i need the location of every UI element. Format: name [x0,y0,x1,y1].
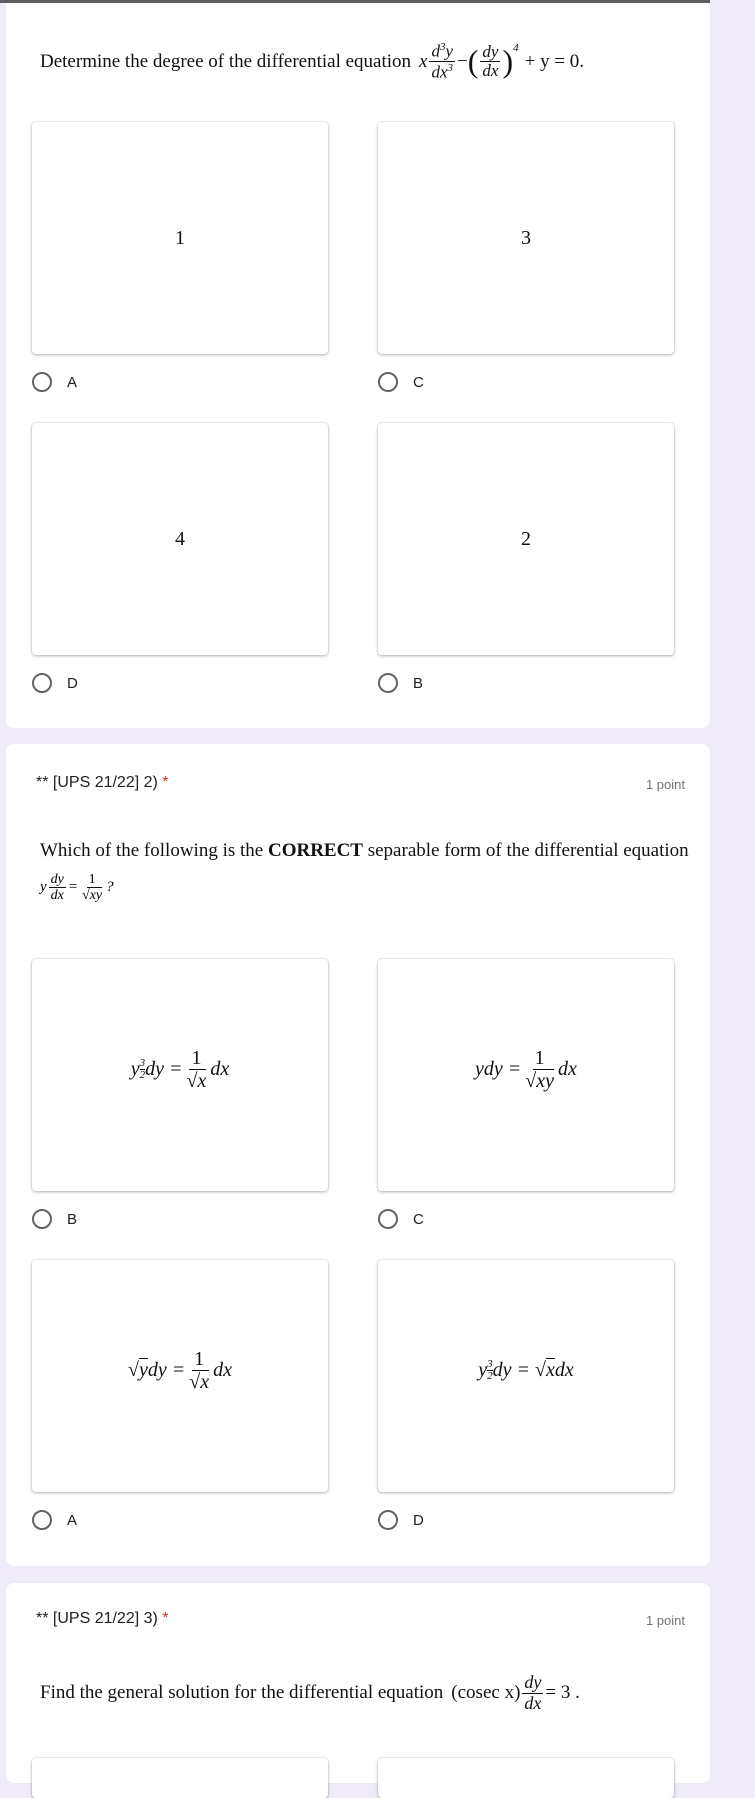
option-value: 4 [175,527,185,550]
option-math-d: y 3 2 dy = √ x dx [478,1357,574,1382]
question-card-2 [6,744,710,1566]
radio-option-a[interactable] [32,372,52,392]
required-asterisk: * [162,1610,169,1627]
option-label-b: B [67,1211,78,1228]
option-image-partial-1[interactable] [32,1758,328,1798]
question-3-text: Find the general solution for the differential equation [40,1682,444,1704]
radio-option-c[interactable] [378,372,398,392]
prompt-bold: CORRECT [267,840,363,861]
option-label-c: C [413,1211,424,1228]
option-value: 1 [175,226,185,249]
question-3-prompt [40,1673,580,1714]
radio-option-d[interactable] [378,1510,398,1530]
radio-option-b[interactable] [32,1209,52,1229]
option-image-partial-2[interactable] [378,1758,674,1798]
option-math-b: y 3 2 dy = $\frac{1}{√x}$ dx [130,1046,230,1092]
equation-prefix: (cosec x) [451,1682,521,1704]
points-label: 1 point [645,1613,685,1628]
option-label-d: D [413,1512,424,1529]
option-label-d: D [67,675,78,692]
option-value: 3 [521,226,531,249]
option-math-c: ydy = $\frac{1}{√xy}$ dx [475,1046,577,1092]
question-3-title [36,1610,169,1628]
question-2-equation: y $\frac{dy}{dx}$ = $\frac{1}{√xy}$ ? [40,872,114,904]
question-3-equation: (cosec x) $\frac{dy}{dx}$ = 3 . [451,1672,580,1713]
option-image-1[interactable] [32,122,328,354]
question-1-prompt [40,41,584,83]
option-image-a[interactable] [32,1260,328,1492]
option-image-3[interactable] [32,423,328,655]
radio-option-a[interactable] [32,1510,52,1530]
radio-option-b[interactable] [378,673,398,693]
option-label-a: A [67,1512,78,1529]
option-image-c[interactable] [378,959,674,1191]
points-label: 1 point [645,777,685,792]
question-2-title [36,774,169,792]
option-label-c: C [413,374,424,391]
question-card-3 [6,1583,710,1783]
option-image-d[interactable] [378,1260,674,1492]
option-image-4[interactable] [378,423,674,655]
question-1-text: Determine the degree of the differential equation [40,50,412,72]
option-math-a: √ y dy = $\frac{1}{√x}$ dx [127,1347,232,1393]
question-2-prompt [40,840,689,862]
equation-tail: + y = 0. [524,50,585,72]
question-title-text: ** [UPS 21/22] 3) [36,1610,158,1627]
prompt-part: separable form of the differential equation [362,840,689,861]
question-card-1 [6,3,710,728]
equation-suffix: = 3 . [545,1682,580,1704]
question-title-text: ** [UPS 21/22] 2) [36,774,158,791]
prompt-part: Which of the following is the [40,840,268,861]
option-image-2[interactable] [378,122,674,354]
option-value: 2 [521,527,531,550]
radio-option-d[interactable] [32,673,52,693]
question-1-equation: x $\frac{d^3y}{dx^3}$ − ( $\frac{dy}{dx}$ ) 4 + y = 0. [419,41,585,82]
option-label-a: A [67,374,78,391]
option-image-b[interactable] [32,959,328,1191]
radio-option-c[interactable] [378,1209,398,1229]
required-asterisk: * [162,774,169,791]
option-label-b: B [413,675,424,692]
